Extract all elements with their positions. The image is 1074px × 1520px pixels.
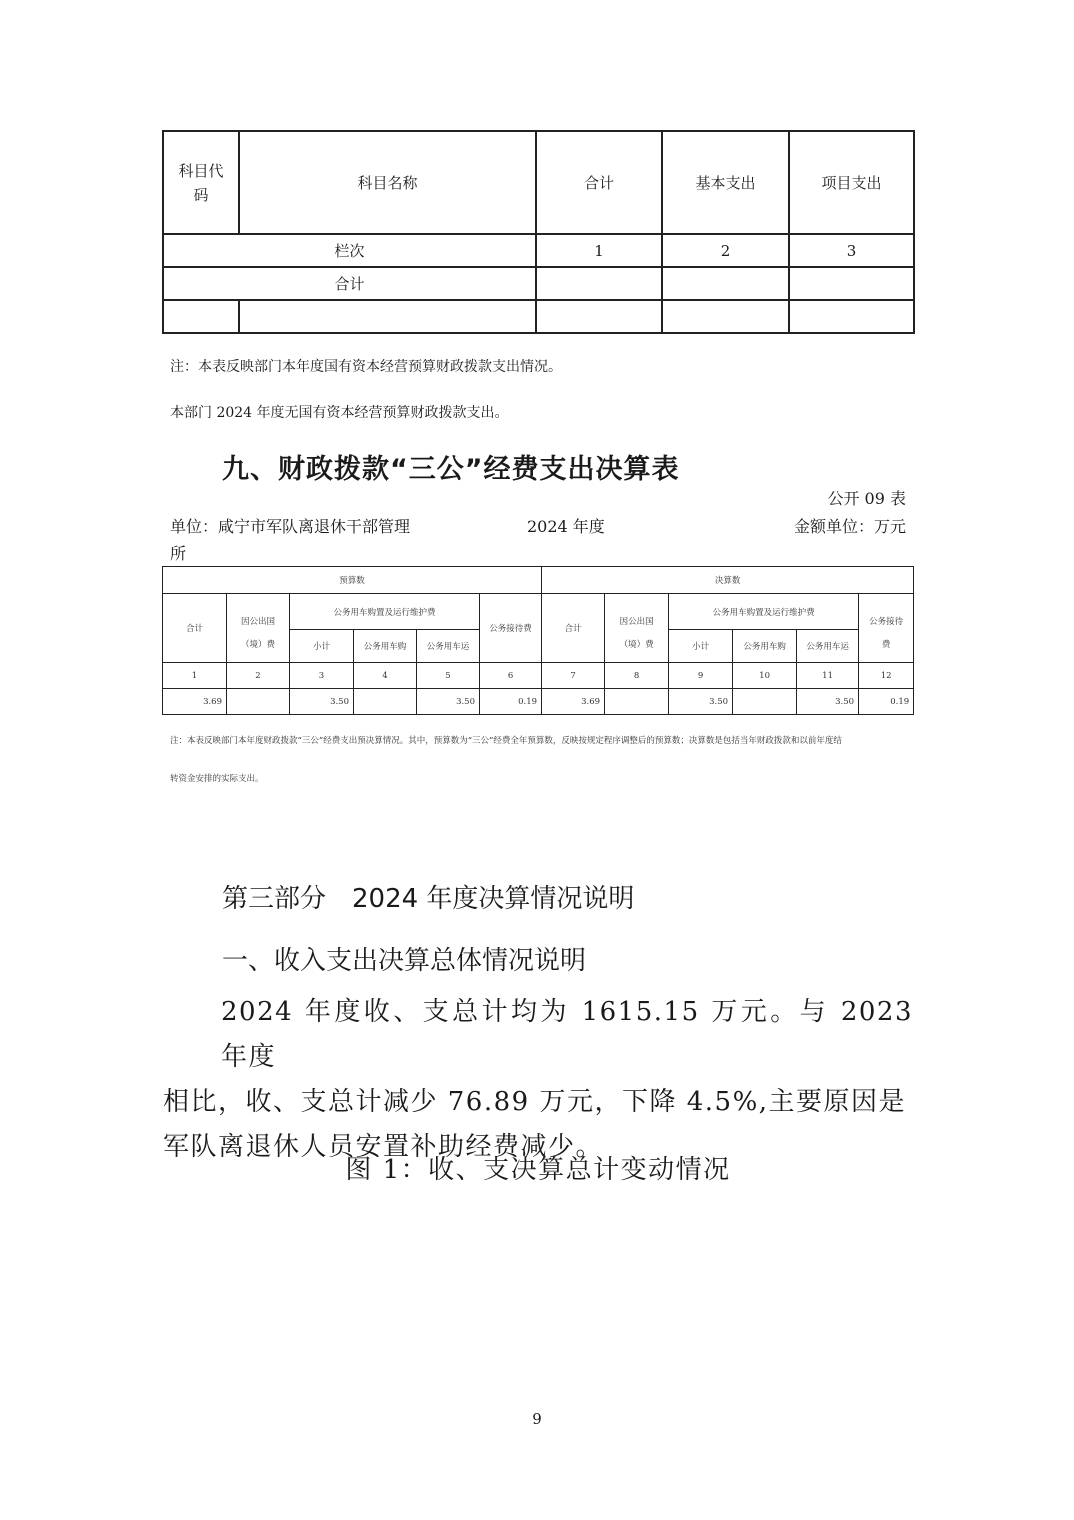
column-number: 9 [669,663,733,689]
final-accounts-group-header: 决算数 [542,567,914,594]
budget-subtotal-header: 小计 [290,630,354,663]
final-reception-header [859,594,914,663]
budget-purchase-header: 公务用车购 [354,630,417,663]
column-number: 1 [163,663,227,689]
currency-unit: 金额单位：万元 [793,517,906,536]
unit-label-continued: 所 [170,544,187,563]
column-number: 7 [542,663,605,689]
header-line: 公务接待 [869,617,904,627]
table-cell [789,300,914,333]
sub-header-row [163,594,914,630]
column-number: 3 [290,663,354,689]
table-cell [239,300,536,333]
column-number: 10 [733,663,797,689]
table8-statement: 本部门 2024 年度无国有资本经营预算财政拨款支出。 [170,405,509,421]
final-total-header: 合计 [542,594,605,663]
value-cell [605,689,669,715]
header-basic-expenditure: 基本支出 [662,131,789,234]
table9-title: 九、财政拨款“三公”经费支出决算表 [222,454,680,485]
table9-note-line: 转资金安排的实际支出。 [170,774,264,784]
header-line: （境）费 [240,640,275,650]
column-number: 1 [536,234,662,267]
column-number-row [163,234,914,267]
column-number: 11 [797,663,859,689]
column-number: 2 [227,663,290,689]
total-row [163,267,914,300]
value-cell: 0.19 [480,689,542,715]
header-line: 因公出国 [240,617,275,627]
header-line: 因公出国 [619,617,654,627]
three-public-expenses-table [162,566,914,715]
header-total: 合计 [536,131,662,234]
table-cell [662,300,789,333]
budget-total-header: 合计 [163,594,227,663]
total-cell [789,267,914,300]
total-cell [662,267,789,300]
column-number: 3 [789,234,914,267]
value-cell: 3.50 [669,689,733,715]
value-row [163,689,914,715]
table-row [163,300,914,333]
header-subject-name: 科目名称 [239,131,536,234]
header-line: 费 [881,640,891,650]
budget-vehicle-header: 公务用车购置及运行维护费 [290,594,480,630]
budget-abroad-header [227,594,290,663]
value-cell: 3.50 [417,689,480,715]
final-abroad-header [605,594,669,663]
column-number: 6 [480,663,542,689]
final-purchase-header: 公务用车购 [733,630,797,663]
column-number: 5 [417,663,480,689]
unit-label: 单位：咸宁市军队离退休干部管理 [170,517,411,536]
table-cell [163,300,239,333]
column-number: 12 [859,663,914,689]
header-subject-code: 科目代码 [163,131,239,234]
fiscal-year: 2024 年度 [527,517,605,536]
value-cell [733,689,797,715]
final-subtotal-header: 小计 [669,630,733,663]
column-number-label: 栏次 [163,234,536,267]
value-cell [227,689,290,715]
value-cell: 3.69 [163,689,227,715]
table9-note-line: 注：本表反映部门本年度财政拨款“三公”经费支出预决算情况。其中，预算数为“三公”经费全年预算数，反映按规定程序调整后的预算数；决算数是包括当年财政拨款和以前年度结 [170,736,842,746]
value-cell [354,689,417,715]
value-cell: 3.69 [542,689,605,715]
column-number: 4 [354,663,417,689]
budget-group-header: 预算数 [163,567,542,594]
column-number: 2 [662,234,789,267]
paragraph-line: 军队离退休人员安置补助经费减少。 [163,1132,604,1162]
table-header-row [163,131,914,234]
column-number-row [163,663,914,689]
section1-paragraph [163,990,913,1170]
form-number: 公开 09 表 [827,489,906,508]
part3-title: 第三部分 2024 年度决算情况说明 [222,884,635,914]
figure-caption: 图 1：收、支决算总计变动情况 [345,1155,731,1185]
final-vehicle-header: 公务用车购置及运行维护费 [669,594,859,630]
table9-note [170,722,910,798]
section1-title: 一、收入支出决算总体情况说明 [222,946,587,976]
total-cell [536,267,662,300]
paragraph-line: 2024 年度收、支总计均为 1615.15 万元。与 2023 年度 [221,997,913,1072]
table-cell [536,300,662,333]
column-number: 8 [605,663,669,689]
value-cell: 3.50 [797,689,859,715]
paragraph-line: 相比，收、支总计减少 76.89 万元，下降 4.5%,主要原因是 [163,1087,907,1117]
state-capital-expenditure-table [162,130,915,334]
value-cell: 3.50 [290,689,354,715]
group-header-row [163,567,914,594]
final-operation-header: 公务用车运 [797,630,859,663]
header-project-expenditure: 项目支出 [789,131,914,234]
value-cell: 0.19 [859,689,914,715]
budget-operation-header: 公务用车运 [417,630,480,663]
budget-reception-header: 公务接待费 [480,594,542,663]
header-line: （境）费 [619,640,654,650]
total-row-label: 合计 [163,267,536,300]
page-number: 9 [532,1410,542,1428]
table8-note: 注：本表反映部门本年度国有资本经营预算财政拨款支出情况。 [170,359,562,375]
